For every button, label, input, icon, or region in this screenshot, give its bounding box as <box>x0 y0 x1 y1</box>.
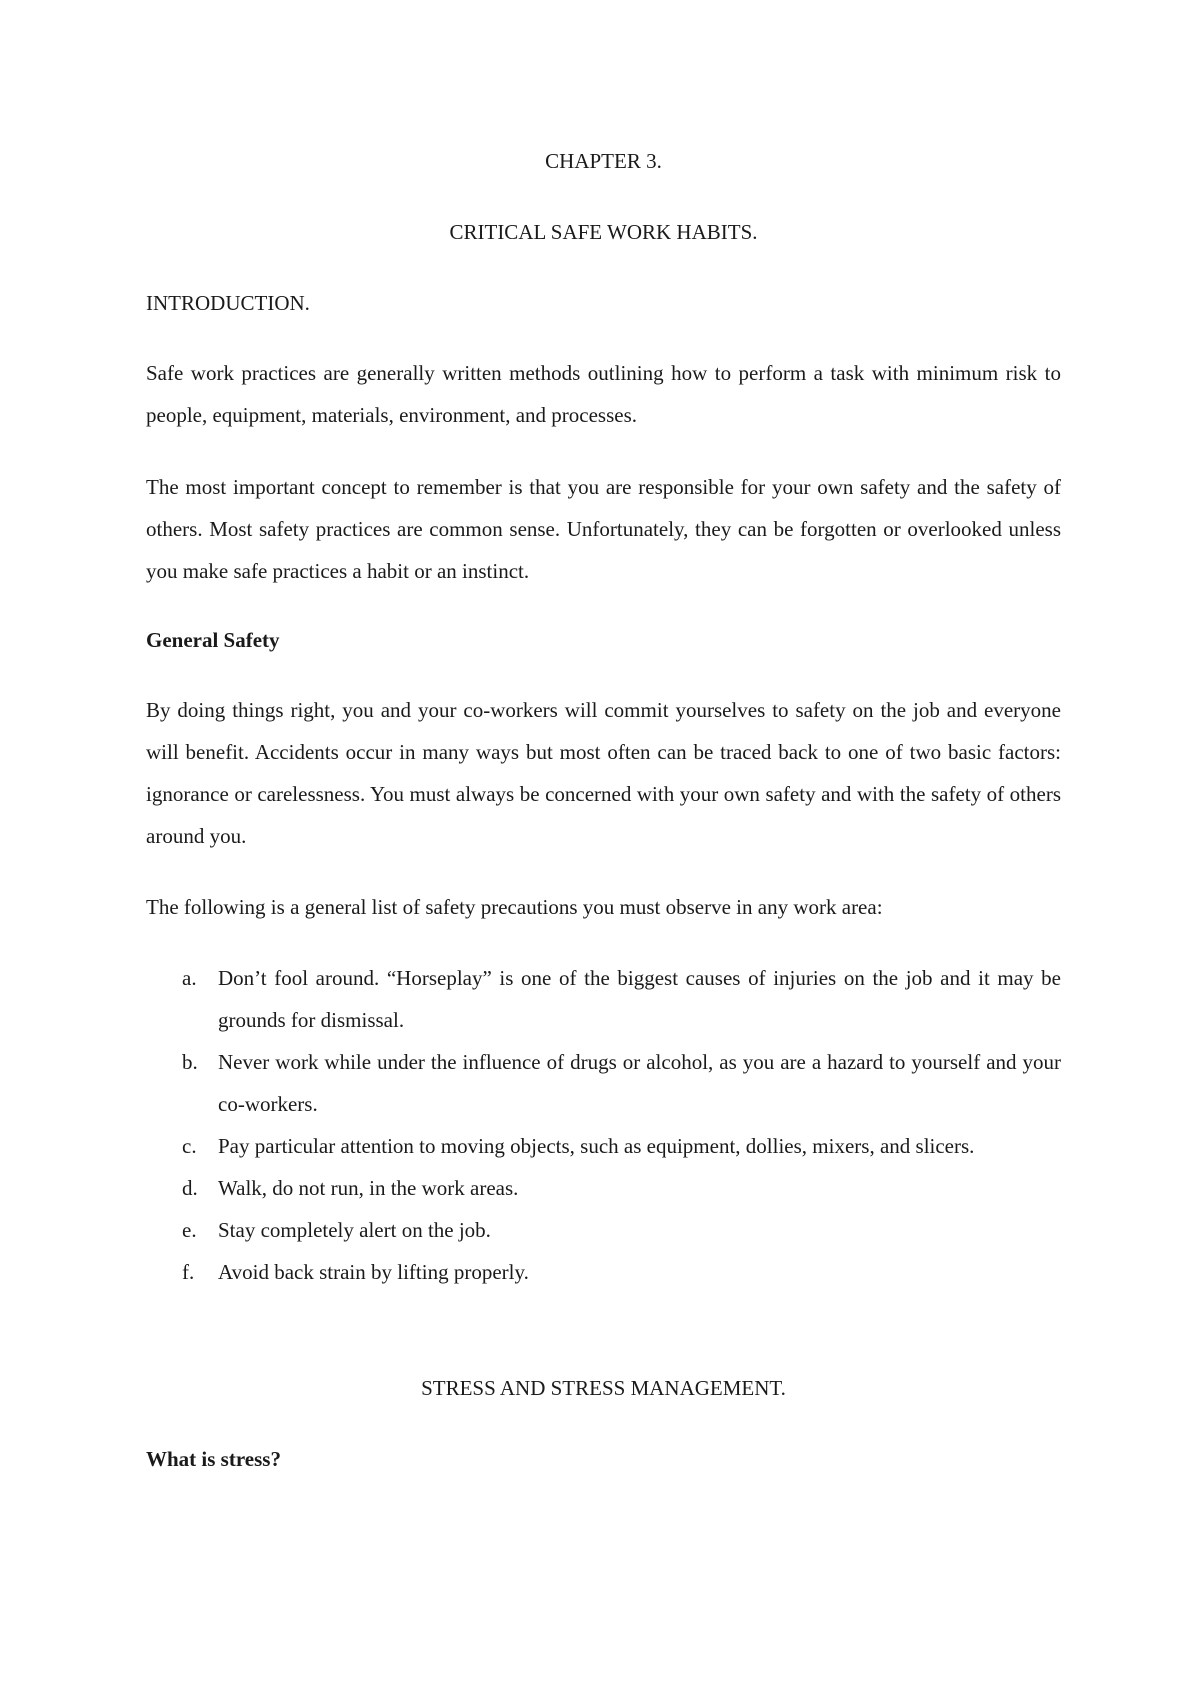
what-is-stress-heading: What is stress? <box>146 1447 281 1471</box>
introduction-heading: INTRODUCTION. <box>146 291 310 315</box>
list-item <box>182 1125 1061 1167</box>
list-item <box>182 1041 1061 1125</box>
list-marker: e. <box>182 1218 197 1242</box>
stress-management-heading: STRESS AND STRESS MANAGEMENT. <box>421 1376 786 1400</box>
list-item-text: Avoid back strain by lifting properly. <box>218 1260 529 1284</box>
intro-paragraph-1: Safe work practices are generally written methods outlining how to perform a task with minimum risk to people, equipment, materials, environment, and processes. <box>146 361 1061 427</box>
precautions-list <box>182 957 1061 1293</box>
general-paragraph-2: The following is a general list of safety precautions you must observe in any work area: <box>146 895 883 919</box>
chapter-number: CHAPTER 3. <box>545 149 662 173</box>
list-item <box>182 1209 1061 1251</box>
chapter-title: CRITICAL SAFE WORK HABITS. <box>449 220 758 244</box>
list-item <box>182 1167 1061 1209</box>
list-marker: f. <box>182 1260 195 1284</box>
intro-paragraph-2: The most important concept to remember is that you are responsible for your own safety and the safety of others. Most safety practices are common sense. Unfortunately, they can be forgotten or overlooked unless you make safe practices a habit or an instinct. <box>146 475 1061 583</box>
general-safety-heading: General Safety <box>146 628 280 652</box>
list-marker: a. <box>182 966 197 990</box>
list-item-text: Walk, do not run, in the work areas. <box>218 1176 519 1200</box>
list-item <box>182 957 1061 1041</box>
list-item-text: Stay completely alert on the job. <box>218 1218 491 1242</box>
general-paragraph-1: By doing things right, you and your co-workers will commit yourselves to safety on the job and everyone will benefit. Accidents occur in many ways but most often can be traced back to one of two basic factors: ignorance or carelessness. You must always be concerned with your own safety and with the safety of others around you. <box>146 698 1061 848</box>
list-item-text: Don’t fool around. “Horseplay” is one of the biggest causes of injuries on the job and it may be grounds for dismissal. <box>218 966 1061 1032</box>
list-marker: c. <box>182 1134 197 1158</box>
list-item <box>182 1251 1061 1293</box>
list-marker: b. <box>182 1050 198 1074</box>
list-item-text: Pay particular attention to moving objects, such as equipment, dollies, mixers, and slicers. <box>218 1134 975 1158</box>
list-marker: d. <box>182 1176 198 1200</box>
list-item-text: Never work while under the influence of drugs or alcohol, as you are a hazard to yourself and your co-workers. <box>218 1050 1061 1116</box>
